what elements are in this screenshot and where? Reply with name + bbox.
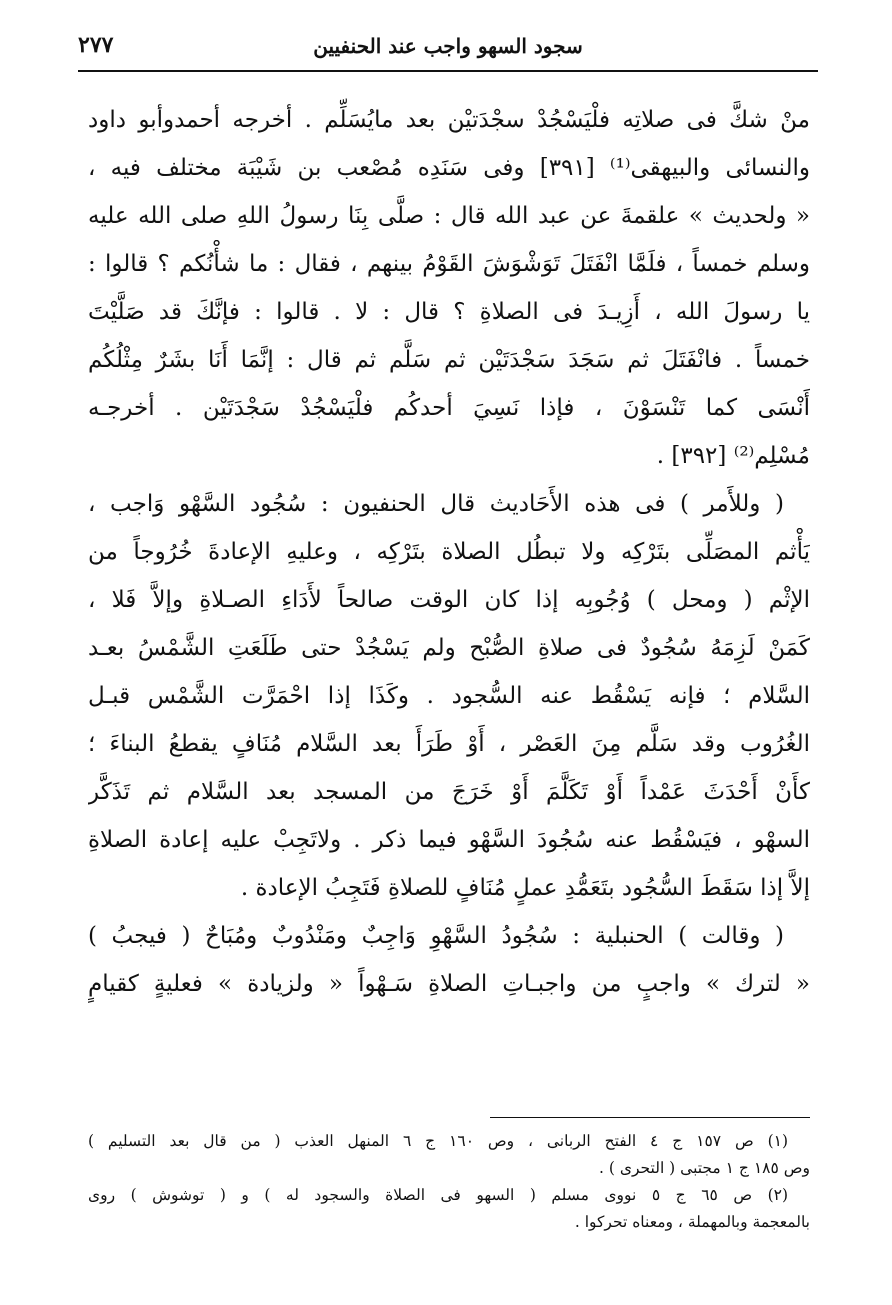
body-line: منْ شكَّ فى صلاتِه فلْيَسْجُدْ سجْدَتيْن بعد مايُسَلِّم . أخرجه أحمدوأبو داود (88, 107, 810, 133)
body-line: والنسائى والبيهقى⁽¹⁾ [٣٩١] وفى سَنَدِه مُصْعب بن شَيْبَة مختلف فيه ، (88, 155, 810, 181)
page-number: ٢٧٧ (78, 32, 114, 58)
body-line: الغُرُوب وقد سَلَّم مِنَ العَصْر ، أَوْ طَرَأَ بعد السَّلام مُنَافٍ يقطعُ البناءَ ؛ (88, 731, 810, 757)
body-line: السهْو ، فيَسْقُط عنه سُجُودَ السَّهْو فيما ذكر . ولاتَجِبْ عليه إعادة الصلاةِ (88, 827, 810, 853)
body-line: مُسْلِم⁽²⁾ [٣٩٢] . (656, 443, 810, 469)
body-line: كأَنْ أَحْدَثَ عَمْداً أَوْ تَكَلَّمَ أَوْ خَرَجَ من المسجد بعد السَّلام ثم تَذَكَّر (88, 779, 810, 805)
footnote-line: بالمعجمة وبالمهملة ، ومعناه تحركوا . (574, 1213, 810, 1231)
body-line: خمساً . فانْفَتَلَ ثم سَجَدَ سَجْدَتَيْن ثم سَلَّم ثم قال : إنَّمَا أَنَا بشَرٌ مِثْلُكُم (88, 347, 810, 373)
body-line: إلاَّ إذا سَقَطَ السُّجُود بتَعَمُّدِ عملٍ مُنَافٍ للصلاةِ فَتَجِبُ الإعادة . (240, 875, 810, 901)
footnotes (88, 1128, 810, 1236)
footnote-line: (٢) ص ٦٥ ج ٥ نووى مسلم ( السهو فى الصلاة والسجود له ) و ( توشوش ) روى (88, 1186, 789, 1204)
body-line: كَمَنْ لَزِمَهُ سُجُودٌ فى صلاةِ الصُّبْح ولم يَسْجُدْ حتى طَلَعَتِ الشَّمْسُ بعـد (88, 635, 810, 661)
running-title: سجود السهو واجب عند الحنفيين (313, 34, 583, 58)
paragraph-first-line: ( وقالت ) الحنبلية : سُجُودُ السَّهْوِ وَاجِبٌ ومَنْدُوبٌ ومُبَاحٌ ( فيجبُ ) (88, 923, 784, 949)
body-line: يَأْثم المصَلِّى بتَرْكِه ولا تبطُل الصلاة بتَرْكِه ، وعليهِ الإعادةَ خُرُوجاً من (88, 539, 810, 565)
body-line: السَّلام ؛ فإنه يَسْقُط عنه السُّجود . وكَذَا إذا احْمَرَّت الشَّمْس قبـل (88, 683, 810, 709)
body-text (88, 96, 810, 1008)
footnote-line: (١) ص ١٥٧ ج ٤ الفتح الربانى ، وص ١٦٠ ج ٦ المنهل العذب ( من قال بعد التسليم ) (88, 1132, 789, 1150)
body-line: يا رسولَ الله ، أَزِيـدَ فى الصلاةِ ؟ قال : لا . قالوا : فإنَّكَ قد صَلَّيْتَ (88, 299, 810, 325)
body-line: الإثْم ( ومحل ) وُجُوبِه إذا كان الوقت صالحاً لأَدَاءِ الصـلاةِ وإلاَّ فَلا ، (88, 587, 810, 613)
body-line: « ولحديث » علقمةَ عن عبد الله قال : صلَّى بِنَا رسولُ اللهِ صلى الله عليه (88, 203, 810, 229)
body-line: « لترك » واجبٍ من واجبـاتِ الصلاةِ سَـهْواً « ولزيادة » فعليةٍ كقيامٍ (88, 971, 810, 997)
footnote-line: وص ١٨٥ ج ١ مجتبى ( التحرى ) . (599, 1159, 810, 1177)
running-header (78, 30, 818, 72)
footnote-divider (490, 1117, 810, 1118)
paragraph-first-line: ( وللأَمر ) فى هذه الأَحَاديث قال الحنفيون : سُجُود السَّهْو وَاجب ، (88, 491, 784, 517)
body-line: أَنْسَى كما تَنْسَوْنَ ، فإذا نَسِيَ أحدكُم فلْيَسْجُدْ سَجْدَتَيْن . أخرجـه (88, 395, 810, 421)
body-line: وسلم خمساً ، فلَمَّا انْفَتَلَ تَوَشْوَشَ القَوْمُ بينهم ، فقال : ما شأْنُكم ؟ قالوا : (88, 251, 810, 277)
